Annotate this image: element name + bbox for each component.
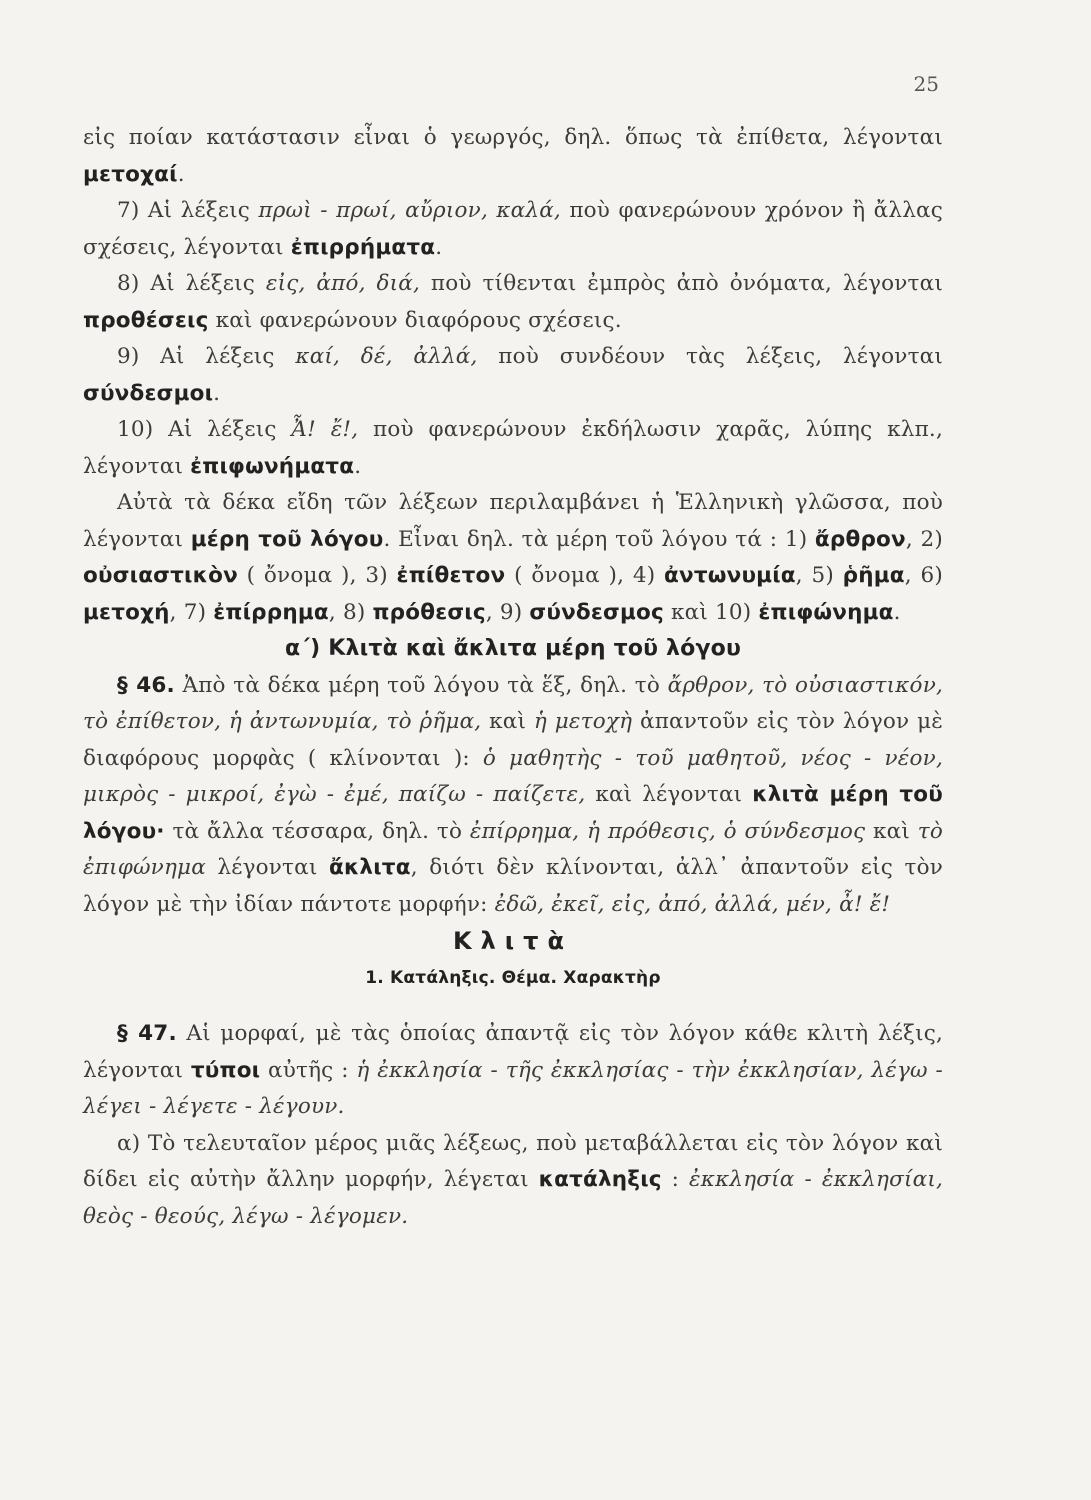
text: λέγονται: [205, 855, 329, 880]
page-number: 25: [913, 72, 939, 96]
section-heading-klita: Κλιτὰ: [453, 927, 573, 955]
subsection-heading: 1. Κατάληξις. Θέμα. Χαρακτὴρ: [365, 967, 661, 988]
section-heading: α΄) Κλιτὰ καὶ ἄκλιτα μέρη τοῦ λόγου: [284, 636, 742, 661]
term: σύνδεσμος: [529, 599, 664, 625]
text: καὶ φανερώνουν διαφόρους σχέσεις.: [208, 307, 622, 333]
text: , 8): [328, 599, 373, 625]
example: ἄρθρον, τὸ οὐσιαστικόν, τὸ ἐπίθετον, ἡ ἀντωνυμία, τὸ ῥῆμα,: [83, 672, 943, 734]
text: αὐτῆς :: [260, 1057, 357, 1083]
example: Ἆ! ἔ!,: [291, 417, 359, 442]
paragraph-8: [83, 266, 943, 339]
example: ἐδῶ, ἐκεῖ, εἰς, ἀπό, ἀλλά, μέν, ἆ! ἔ!: [494, 891, 891, 917]
term: ἄρθρον: [814, 526, 906, 552]
text: ποὺ τίθενται ἐμπρὸς ἀπὸ ὀνόματα, λέγονται: [420, 271, 943, 296]
example: εἰς, ἀπό, διά,: [265, 271, 421, 296]
text: 8) Αἱ λέξεις: [117, 271, 266, 296]
text: ποὺ φανερώνουν ἐκδήλωσιν χαρᾶς, λύπης κλπ., λέγονται: [83, 417, 943, 479]
example: ἡ ἐκκλησία - τῆς ἐκκλησίας - τὴν ἐκκλησίαν, λέγω - λέγει - λέγετε - λέγουν.: [83, 1057, 943, 1119]
text: ( ὄνομα ), 4): [505, 563, 664, 588]
term: μετοχή: [83, 599, 170, 625]
term: ἐπιφώνημα: [758, 599, 894, 625]
text: .: [213, 380, 221, 406]
term: ἐπιφωνήματα: [190, 453, 355, 479]
text: , 5): [795, 563, 843, 588]
term: ἄκλιτα: [328, 855, 411, 880]
paragraph-1: [83, 120, 943, 193]
text: :: [661, 1167, 690, 1192]
text: ποὺ φανερώνουν χρόνον ἢ ἄλλας σχέσεις, λέγονται: [83, 198, 943, 260]
term: ἀντωνυμία: [664, 563, 796, 588]
example: ὁ μαθητὴς - τοῦ μαθητοῦ, νέος - νέον, μικρὸς - μικροί, ἐγὼ - ἐμέ, παίζω - παίζετε,: [83, 745, 943, 807]
text: Ἀπὸ τὰ δέκα μέρη τοῦ λόγου τὰ ἕξ, δηλ. τὸ: [174, 672, 668, 698]
paragraph-9: [83, 339, 943, 412]
term: μετοχαί: [83, 161, 178, 187]
text: 9) Αἱ λέξεις: [117, 344, 296, 369]
text: , 2): [905, 526, 943, 552]
paragraph-7: [83, 193, 943, 266]
text: 10) Αἱ λέξεις: [117, 417, 292, 442]
text: εἰς ποίαν κατάστασιν εἶναι ὁ γεωργός, δηλ. ὅπως τὰ ἐπίθετα, λέγονται: [83, 125, 943, 150]
text: . Εἶναι δηλ. τὰ μέρη τοῦ λόγου τά : 1): [383, 526, 815, 552]
text: καὶ: [481, 709, 534, 734]
term: μέρη τοῦ λόγου: [190, 526, 384, 552]
text: .: [177, 161, 185, 187]
text: , 9): [485, 599, 530, 625]
section-number: § 47.: [117, 1021, 177, 1046]
text: καὶ λέγονται: [585, 782, 753, 807]
term: τύποι: [190, 1057, 261, 1083]
text: .: [893, 599, 901, 625]
text: καὶ 10): [663, 599, 759, 625]
paragraph-47: [83, 1016, 943, 1126]
example: πρωὶ - πρωί, αὔριον, καλά,: [258, 198, 561, 223]
text: .: [435, 234, 443, 260]
paragraph-46: [83, 668, 943, 924]
text: .: [354, 453, 362, 479]
text: ( ὄνομα ), 3): [237, 563, 397, 588]
term: πρόθεσις: [372, 599, 486, 625]
text: α) Τὸ τελευταῖον μέρος μιᾶς λέξεως, ποὺ μεταβάλλεται εἰς τὸν λόγον καὶ δίδει εἰς αὐτὴν ἄλλην μορφήν, λέγεται: [83, 1130, 943, 1192]
text: 7) Αἱ λέξεις: [117, 198, 259, 223]
term: ἐπίρρημα: [213, 599, 329, 625]
example: ἡ μετοχὴ: [533, 709, 633, 734]
text: ἀπαντοῦν εἰς τὸν λόγον μὲ διαφόρους μορφὰς ( κλίνονται ):: [83, 709, 943, 771]
text: , διότι δὲν κλίνονται, ἀλλ᾽ ἀπαντοῦν εἰς τὸν λόγον μὲ τὴν ἰδίαν πάντοτε μορφήν:: [83, 855, 943, 917]
text: ποὺ συνδέουν τὰς λέξεις, λέγονται: [477, 344, 944, 369]
text: Αἱ μορφαί, μὲ τὰς ὁποίας ἀπαντᾷ εἰς τὸν λόγον κάθε κλιτὴ λέξις, λέγονται: [83, 1021, 943, 1083]
example: τὸ ἐπιφώνημα: [83, 818, 943, 880]
term: κλιτὰ μέρη τοῦ λόγου·: [83, 782, 943, 844]
page-body: [83, 120, 943, 1235]
text: Αὐτὰ τὰ δέκα εἴδη τῶν λέξεων περιλαμβάνει ἡ Ἑλληνικὴ γλῶσσα, ποὺ λέγονται: [83, 490, 943, 552]
text: , 7): [169, 599, 214, 625]
paragraph-10: [83, 412, 943, 485]
example: καί, δέ, ἀλλά,: [295, 344, 478, 369]
term: κατάληξις: [538, 1167, 662, 1192]
term: οὐσιαστικὸν: [83, 563, 238, 588]
text: τὰ ἄλλα τέσσαρα, δηλ. τὸ: [164, 818, 470, 844]
term: προθέσεις: [83, 307, 209, 333]
example: ἐκκλησία - ἐκκλησίαι, θεὸς - θεούς, λέγω - λέγομεν.: [83, 1167, 943, 1229]
term: σύνδεσμοι: [83, 380, 214, 406]
term: ἐπιρρήματα: [290, 234, 436, 260]
term: ῥῆμα: [842, 563, 905, 588]
text: , 6): [904, 563, 943, 588]
text: καὶ: [865, 818, 918, 844]
section-number: § 46.: [117, 672, 175, 698]
paragraph-parts-of-speech: [83, 485, 943, 631]
paragraph-alpha: [83, 1126, 943, 1236]
example: ἐπίρρημα, ἡ πρόθεσις, ὁ σύνδεσμος: [469, 818, 866, 844]
term: ἐπίθετον: [396, 563, 506, 588]
